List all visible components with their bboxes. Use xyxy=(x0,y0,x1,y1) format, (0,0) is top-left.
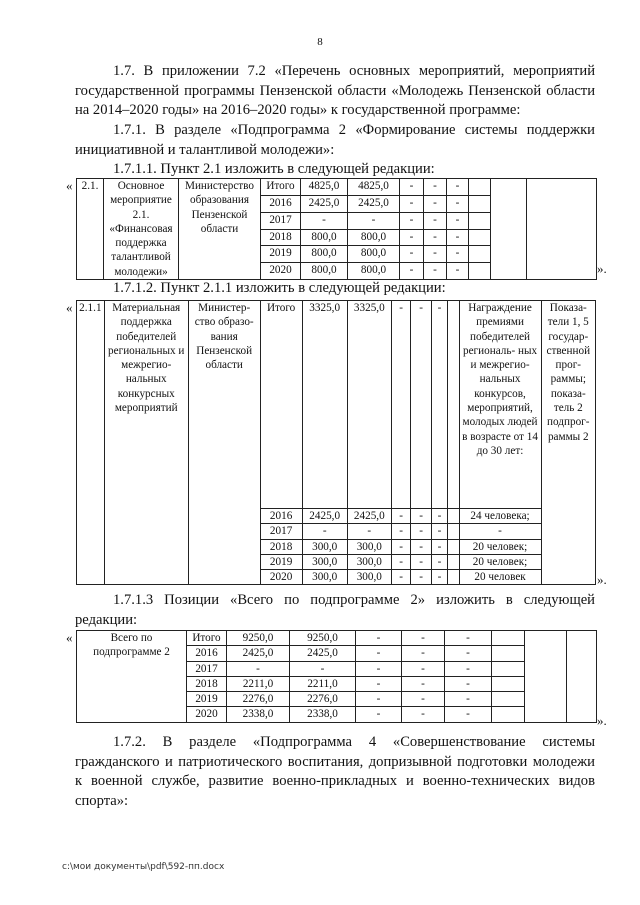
cell-dash: - xyxy=(411,509,432,524)
cell-year: Итого xyxy=(261,179,301,196)
cell-total: 4825,0 xyxy=(301,179,348,196)
cell-dash: - xyxy=(402,631,445,646)
cell-dash: - xyxy=(431,554,447,569)
cell-dash: - xyxy=(411,539,432,554)
cell-dash: - xyxy=(402,707,445,722)
cell-year: 2017 xyxy=(260,524,302,539)
cell-regional-budget: 2211,0 xyxy=(290,676,356,691)
cell-empty xyxy=(492,692,525,707)
cell-total: 300,0 xyxy=(302,539,347,554)
cell-result: - xyxy=(459,524,541,539)
cell-empty xyxy=(448,570,459,585)
paragraph-text: 1.7.2. В разделе «Подпрограмма 4 «Совершенствование системы гражданского и патриотического воспитания, допризывной подготовки молодежи к военной службе, развитие военно-прикладных и военно-технических видов спорта»: xyxy=(75,734,595,809)
cell-year: 2016 xyxy=(187,646,227,661)
cell-regional-budget: - xyxy=(348,212,400,229)
cell-regional-budget: 800,0 xyxy=(348,246,400,263)
cell-executor: Министер- ство образо- вания Пензенской области xyxy=(188,301,260,585)
paragraph-1-7 xyxy=(75,62,595,121)
cell-activity-name: Основное мероприятие 2.1. «Финансовая поддержка талантливой молодежи» xyxy=(104,179,179,280)
cell-year: 2017 xyxy=(261,212,301,229)
cell-dash: - xyxy=(402,661,445,676)
cell-total: 2425,0 xyxy=(301,195,348,212)
cell-dash: - xyxy=(424,229,447,246)
cell-indicator-empty xyxy=(567,631,597,723)
cell-dash: - xyxy=(447,246,469,263)
cell-regional-budget: 2425,0 xyxy=(348,195,400,212)
cell-result: Награждение премиями победителей региональ- ных и межрегио- нальных конкурсов, мероприятий, молодых людей в возрасте от 14 до 30 лет: xyxy=(459,301,541,509)
cell-dash: - xyxy=(431,539,447,554)
cell-year: 2018 xyxy=(261,229,301,246)
paragraph-1-7-1-2 xyxy=(75,279,595,299)
cell-subprogram-total: Всего по подпрограмме 2 xyxy=(77,631,187,723)
cell-total: 3325,0 xyxy=(302,301,347,509)
cell-regional-budget: - xyxy=(347,524,391,539)
cell-result-empty xyxy=(525,631,567,723)
cell-indicator: Показа- тели 1, 5 государ- ственной прог- раммы; показа- тель 2 подпрог- раммы 2 xyxy=(541,301,595,585)
cell-dash: - xyxy=(400,229,424,246)
cell-year: Итого xyxy=(260,301,302,509)
file-path-footer: c:\мои документы\pdf\592-пп.docx xyxy=(62,862,225,872)
cell-number: 2.1. xyxy=(77,179,104,280)
cell-empty xyxy=(448,539,459,554)
cell-total: 2425,0 xyxy=(227,646,290,661)
cell-dash: - xyxy=(411,570,432,585)
cell-total: 800,0 xyxy=(301,229,348,246)
cell-dash: - xyxy=(391,301,410,509)
cell-year: 2019 xyxy=(187,692,227,707)
cell-total: 800,0 xyxy=(301,263,348,280)
cell-year: 2019 xyxy=(261,246,301,263)
cell-dash: - xyxy=(356,707,402,722)
cell-total: 2276,0 xyxy=(227,692,290,707)
cell-dash: - xyxy=(402,692,445,707)
cell-total: 300,0 xyxy=(302,570,347,585)
page-number: 8 xyxy=(317,36,323,48)
cell-regional-budget: 3325,0 xyxy=(347,301,391,509)
cell-dash: - xyxy=(447,229,469,246)
cell-dash: - xyxy=(447,212,469,229)
quote-open: « xyxy=(66,630,73,645)
cell-dash: - xyxy=(402,646,445,661)
cell-regional-budget: 2425,0 xyxy=(347,509,391,524)
cell-empty xyxy=(469,263,491,280)
cell-year: 2016 xyxy=(260,509,302,524)
cell-result: 20 человек; xyxy=(459,539,541,554)
cell-dash: - xyxy=(356,631,402,646)
quote-open: « xyxy=(66,300,73,315)
cell-dash: - xyxy=(445,661,492,676)
cell-regional-budget: 300,0 xyxy=(347,539,391,554)
cell-number: 2.1.1 xyxy=(77,301,105,585)
cell-result: 20 человек; xyxy=(459,554,541,569)
cell-empty xyxy=(492,676,525,691)
cell-empty xyxy=(469,212,491,229)
quote-close: ». xyxy=(597,713,607,728)
cell-dash: - xyxy=(445,646,492,661)
cell-dash: - xyxy=(391,539,410,554)
cell-dash: - xyxy=(411,524,432,539)
cell-empty xyxy=(492,661,525,676)
cell-year: Итого xyxy=(187,631,227,646)
paragraph-1-7-1-3 xyxy=(75,591,595,630)
cell-regional-budget: 2276,0 xyxy=(290,692,356,707)
cell-empty xyxy=(492,631,525,646)
cell-executor: Министерство образования Пензенской области xyxy=(179,179,261,280)
cell-dash: - xyxy=(447,263,469,280)
cell-year: 2017 xyxy=(187,661,227,676)
cell-dash: - xyxy=(431,524,447,539)
cell-dash: - xyxy=(445,692,492,707)
cell-dash: - xyxy=(424,246,447,263)
cell-empty xyxy=(469,179,491,196)
quote-close: ». xyxy=(597,572,607,587)
cell-regional-budget: 300,0 xyxy=(347,570,391,585)
paragraph-1-7-2 xyxy=(75,733,595,811)
paragraph-text: 1.7.1. В разделе «Подпрограмма 2 «Формирование системы поддержки инициативной и талантливой молодежи»: xyxy=(75,122,595,158)
cell-dash: - xyxy=(445,707,492,722)
quote-open: « xyxy=(66,178,73,193)
cell-year: 2020 xyxy=(261,263,301,280)
cell-dash: - xyxy=(431,570,447,585)
cell-regional-budget: 9250,0 xyxy=(290,631,356,646)
cell-dash: - xyxy=(356,646,402,661)
cell-result-empty xyxy=(491,179,527,280)
cell-result: 20 человек xyxy=(459,570,541,585)
cell-dash: - xyxy=(400,179,424,196)
cell-regional-budget: - xyxy=(290,661,356,676)
cell-dash: - xyxy=(424,179,447,196)
cell-dash: - xyxy=(447,179,469,196)
cell-dash: - xyxy=(411,301,432,509)
quote-close: ». xyxy=(597,261,607,276)
cell-dash: - xyxy=(400,263,424,280)
paragraph-text: 1.7. В приложении 7.2 «Перечень основных мероприятий, мероприятий государственной программы Пензенской области «Молодежь Пензенской области на 2014–2020 годы» на 2016–2020 годы» к государственной программе: xyxy=(75,63,595,118)
cell-total: - xyxy=(301,212,348,229)
cell-dash: - xyxy=(391,554,410,569)
cell-dash: - xyxy=(402,676,445,691)
cell-total: - xyxy=(227,661,290,676)
cell-regional-budget: 4825,0 xyxy=(348,179,400,196)
table-subprogram-2-total xyxy=(76,630,597,723)
cell-regional-budget: 300,0 xyxy=(347,554,391,569)
cell-dash: - xyxy=(400,212,424,229)
cell-dash: - xyxy=(400,195,424,212)
cell-regional-budget: 2338,0 xyxy=(290,707,356,722)
cell-year: 2020 xyxy=(260,570,302,585)
cell-dash: - xyxy=(391,524,410,539)
cell-dash: - xyxy=(400,246,424,263)
cell-activity-name: Материальная поддержка победителей региональных и межрегио- нальных конкурсных мероприятий xyxy=(104,301,188,585)
cell-dash: - xyxy=(391,570,410,585)
paragraph-text: 1.7.1.3 Позиции «Всего по подпрограмме 2» изложить в следующей редакции: xyxy=(75,592,595,628)
cell-total: - xyxy=(302,524,347,539)
cell-total: 2425,0 xyxy=(302,509,347,524)
cell-year: 2020 xyxy=(187,707,227,722)
cell-result: 24 человека; xyxy=(459,509,541,524)
cell-total: 2338,0 xyxy=(227,707,290,722)
cell-total: 800,0 xyxy=(301,246,348,263)
table-item-2-1-1 xyxy=(76,300,596,585)
cell-empty xyxy=(448,524,459,539)
cell-regional-budget: 2425,0 xyxy=(290,646,356,661)
cell-dash: - xyxy=(356,661,402,676)
cell-empty xyxy=(469,246,491,263)
cell-dash: - xyxy=(356,692,402,707)
cell-regional-budget: 800,0 xyxy=(348,229,400,246)
cell-total: 300,0 xyxy=(302,554,347,569)
cell-empty xyxy=(469,195,491,212)
cell-year: 2016 xyxy=(261,195,301,212)
cell-dash: - xyxy=(445,631,492,646)
paragraph-text: 1.7.1.2. Пункт 2.1.1 изложить в следующей редакции: xyxy=(113,280,446,296)
cell-empty xyxy=(448,301,459,509)
cell-regional-budget: 800,0 xyxy=(348,263,400,280)
cell-indicator-empty xyxy=(527,179,597,280)
table-item-2-1 xyxy=(76,178,597,280)
cell-empty xyxy=(448,509,459,524)
cell-dash: - xyxy=(424,195,447,212)
cell-empty xyxy=(448,554,459,569)
cell-dash: - xyxy=(447,195,469,212)
cell-dash: - xyxy=(445,676,492,691)
cell-dash: - xyxy=(431,509,447,524)
cell-year: 2018 xyxy=(187,676,227,691)
paragraph-text: 1.7.1.1. Пункт 2.1 изложить в следующей редакции: xyxy=(113,161,435,177)
cell-total: 9250,0 xyxy=(227,631,290,646)
cell-dash: - xyxy=(424,212,447,229)
cell-year: 2019 xyxy=(260,554,302,569)
cell-dash: - xyxy=(411,554,432,569)
cell-empty xyxy=(492,707,525,722)
paragraph-1-7-1 xyxy=(75,121,595,160)
cell-empty xyxy=(469,229,491,246)
cell-dash: - xyxy=(424,263,447,280)
cell-dash: - xyxy=(391,509,410,524)
cell-year: 2018 xyxy=(260,539,302,554)
cell-dash: - xyxy=(356,676,402,691)
paragraph-1-7-1-1 xyxy=(75,160,595,180)
cell-empty xyxy=(492,646,525,661)
cell-total: 2211,0 xyxy=(227,676,290,691)
cell-dash: - xyxy=(431,301,447,509)
